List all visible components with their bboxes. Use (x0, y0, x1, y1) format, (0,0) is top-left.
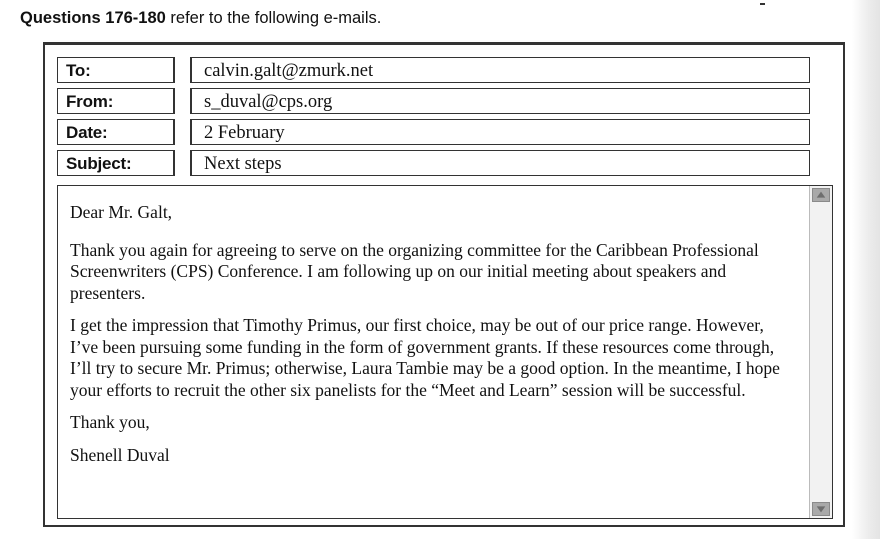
subject-field[interactable]: Next steps (190, 150, 810, 176)
header-row-to (57, 57, 808, 83)
question-range: Questions 176-180 (20, 9, 166, 27)
to-label: To: (57, 57, 175, 83)
scan-mark (760, 3, 765, 5)
header-row-date (57, 119, 808, 145)
closing: Thank you, (70, 412, 150, 432)
to-field[interactable]: calvin.galt@zmurk.net (190, 57, 810, 83)
scroll-down-button[interactable] (812, 502, 830, 516)
from-label: From: (57, 88, 175, 114)
email-body[interactable] (57, 185, 833, 519)
body-paragraph-1: Thank you again for agreeing to serve on the organizing committee for the Caribbean Professional Screenwriters (CPS) Conference. I am following up on our initial meeting about speakers and presenters. (70, 239, 759, 303)
salutation: Dear Mr. Galt, (70, 202, 173, 222)
header-row-from (57, 88, 808, 114)
instruction-text: refer to the following e-mails. (170, 9, 382, 27)
email-window (43, 42, 845, 527)
body-paragraph-2: I get the impression that Timothy Primus, our first choice, may be out of our price range. However, I’ve been pursuing some funding in the form of government grants. If these resources come through, I’ll try to secure Mr. Primus; otherwise, Laura Tambie may be a good option. In the meantime, I hope your efforts to recruit the other six panelists for the “Meet and Learn” session will be successful. (70, 315, 780, 400)
header-row-subject (57, 150, 808, 176)
date-label: Date: (57, 119, 175, 145)
from-field[interactable]: s_duval@cps.org (190, 88, 810, 114)
letter-text (70, 202, 795, 477)
signature: Shenell Duval (70, 444, 170, 465)
vertical-scrollbar[interactable] (809, 186, 832, 518)
triangle-up-icon (813, 189, 829, 201)
subject-label: Subject: (57, 150, 175, 176)
date-field[interactable]: 2 February (190, 119, 810, 145)
scroll-up-button[interactable] (812, 188, 830, 202)
instruction-line (20, 9, 381, 28)
scan-edge-shadow (852, 0, 880, 539)
triangle-down-icon (813, 503, 829, 515)
